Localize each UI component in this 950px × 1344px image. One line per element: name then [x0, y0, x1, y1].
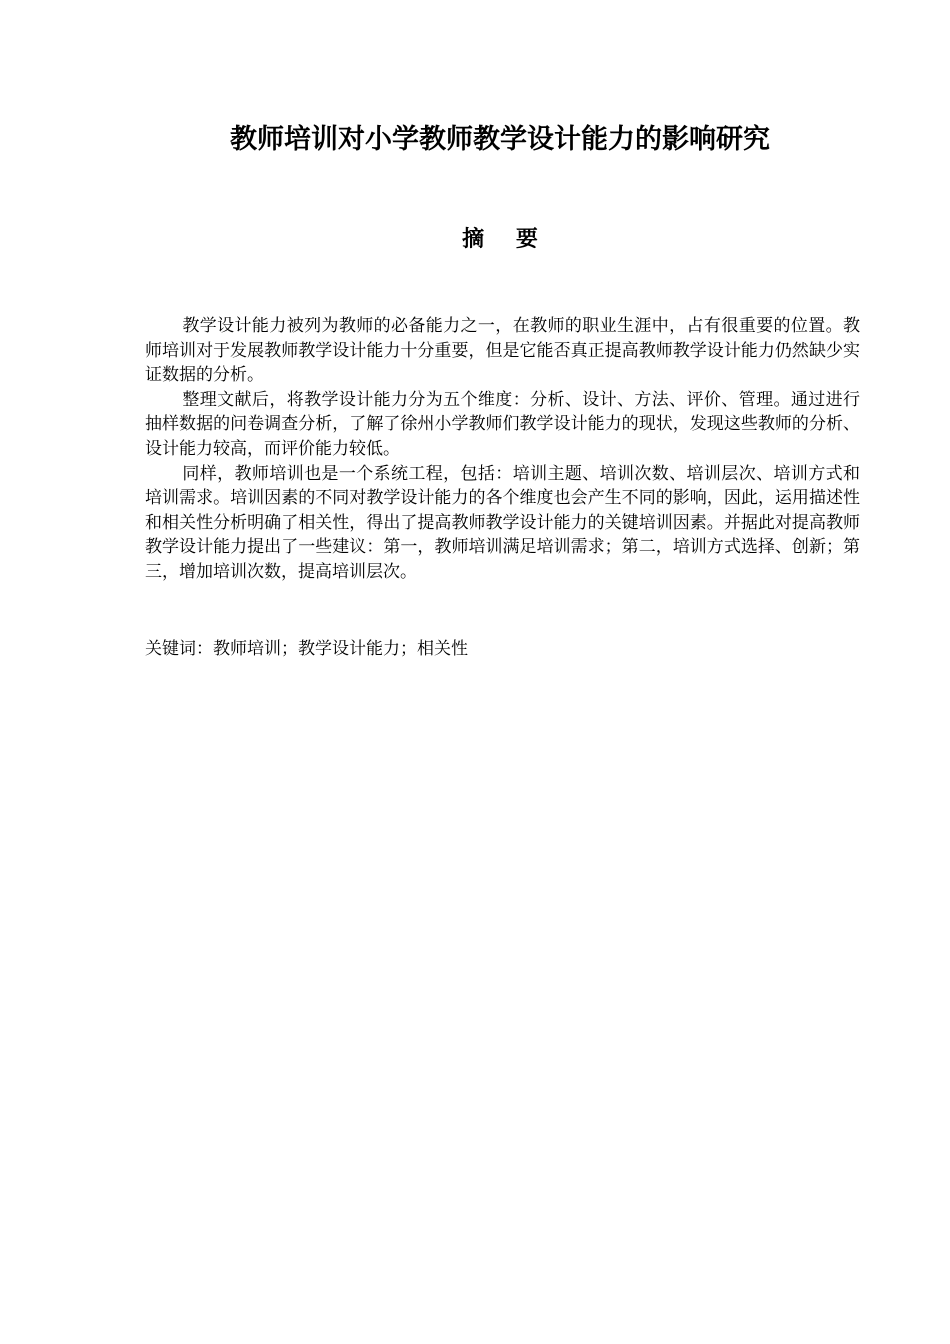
- keywords-text: 教师培训；教学设计能力；相关性: [213, 639, 468, 659]
- abstract-body: [145, 314, 860, 585]
- keywords-label: 关键词：: [145, 639, 213, 659]
- abstract-paragraph-3: 同样，教师培训也是一个系统工程，包括：培训主题、培训次数、培训层次、培训方式和培训需求。培训因素的不同对教学设计能力的各个维度也会产生不同的影响，因此，运用描述性和相关性分析明确了相关性，得出了提高教师教学设计能力的关键培训因素。并据此对提高教师教学设计能力提出了一些建议：第一，教师培训满足培训需求；第二，培训方式选择、创新；第三，增加培训次数，提高培训层次。: [145, 463, 860, 582]
- keywords-line: [145, 636, 860, 662]
- paper-title: 教师培训对小学教师教学设计能力的影响研究: [230, 124, 770, 155]
- abstract-paragraph-1: 教学设计能力被列为教师的必备能力之一，在教师的职业生涯中，占有很重要的位置。教师培训对于发展教师教学设计能力十分重要，但是它能否真正提高教师教学设计能力仍然缺少实证数据的分析。: [145, 316, 860, 386]
- abstract-heading: 摘 要: [462, 227, 550, 252]
- abstract-paragraph-2: 整理文献后，将教学设计能力分为五个维度：分析、设计、方法、评价、管理。通过进行抽样数据的问卷调查分析，了解了徐州小学教师们教学设计能力的现状，发现这些教师的分析、设计能力较高，而评价能力较低。: [145, 389, 860, 459]
